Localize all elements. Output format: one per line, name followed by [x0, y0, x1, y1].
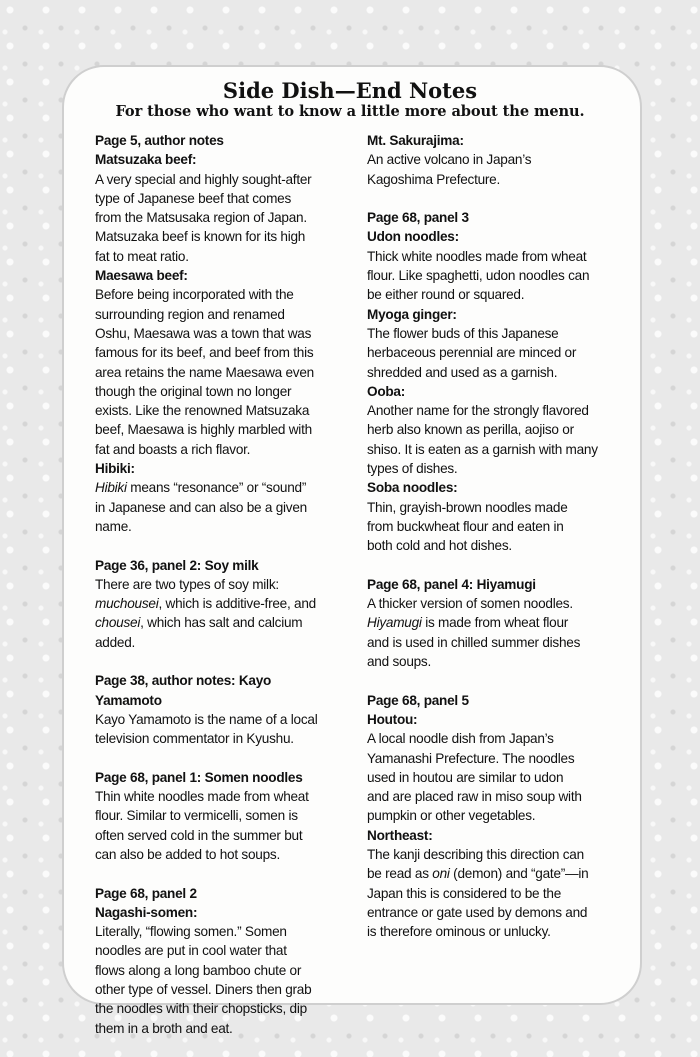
note-text-line: pumpkin or other vegetables.	[367, 808, 536, 824]
note-text-line: Literally, “flowing somen.” Somen	[95, 924, 287, 940]
note-text-line	[95, 594, 365, 613]
note-heading: Udon noodles:	[367, 229, 459, 245]
note-text-line: shredded and used as a garnish.	[367, 364, 558, 380]
note-text-line: flour. Similar to vermicelli, somen is	[95, 808, 298, 824]
note-heading: Myoga ginger:	[367, 306, 457, 322]
note-text-line: and are placed raw in miso soup with	[367, 789, 582, 805]
note-text-line: beef, Maesawa is highly marbled with	[95, 422, 312, 438]
note-section	[95, 884, 365, 1038]
note-text-line: Japan this is considered to be the	[367, 885, 562, 901]
note-text-line: Oshu, Maesawa was a town that was	[95, 325, 312, 341]
note-text-line: fat and boasts a rich flavor.	[95, 441, 251, 457]
note-text-line: surrounding region and renamed	[95, 306, 285, 322]
note-text-line: Kayo Yamamoto is the name of a local	[95, 711, 318, 727]
note-section	[367, 131, 637, 189]
note-text-line: be either round or squared.	[367, 287, 525, 303]
note-text-line: Another name for the strongly flavored	[367, 403, 589, 419]
note-text-line: The flower buds of this Japanese	[367, 325, 559, 341]
note-heading: Yamamoto	[95, 692, 162, 708]
note-section	[367, 691, 637, 942]
note-text-line: flows along a long bamboo chute or	[95, 962, 302, 978]
page-title: Side Dish—End Notes	[222, 78, 478, 103]
note-heading: Page 68, panel 5	[367, 692, 469, 708]
note-text-line: herb also known as perilla, aojiso or	[367, 422, 574, 438]
note-text-line: type of Japanese beef that comes	[95, 190, 292, 206]
note-heading: Soba noodles:	[367, 480, 458, 496]
italic-term: muchousei	[95, 596, 159, 612]
note-text-line: television commentator in Kyushu.	[95, 731, 294, 747]
note-text-line: area retains the name Maesawa even	[95, 364, 314, 380]
note-heading: Page 68, panel 4: Hiyamugi	[367, 576, 536, 592]
note-heading: Nagashi-somen:	[95, 904, 198, 920]
note-text-line: them in a broth and eat.	[95, 1020, 233, 1036]
note-text-line: from the Matsusaka region of Japan.	[95, 210, 307, 226]
note-text-line: Matsuzaka beef is known for its high	[95, 229, 306, 245]
note-section	[95, 671, 365, 748]
note-heading: Northeast:	[367, 827, 433, 843]
note-text-line: exists. Like the renowned Matsuzaka	[95, 403, 310, 419]
text-segment: is made from wheat flour	[421, 615, 569, 631]
note-heading: Hibiki:	[95, 461, 135, 477]
note-text-line: A very special and highly sought-after	[95, 171, 312, 187]
note-heading: Page 36, panel 2: Soy milk	[95, 557, 259, 573]
note-text-line: though the original town no longer	[95, 383, 292, 399]
note-section	[367, 208, 637, 555]
note-text-line: noodles are put in cool water that	[95, 943, 287, 959]
note-heading: Page 68, panel 3	[367, 210, 469, 226]
page-subtitle: For those who want to know a little more about the menu.	[115, 103, 585, 120]
note-text-line: often served cold in the summer but	[95, 827, 303, 843]
note-text-line	[95, 613, 365, 632]
note-text-line	[367, 613, 637, 632]
note-text-line: Yamanashi Prefecture. The noodles	[367, 750, 575, 766]
note-text-line: Kagoshima Prefecture.	[367, 171, 501, 187]
note-text-line: added.	[95, 634, 136, 650]
note-heading: Page 38, author notes: Kayo	[95, 673, 272, 689]
note-text-line	[367, 864, 637, 883]
note-section	[95, 768, 365, 864]
note-text-line: flour. Like spaghetti, udon noodles can	[367, 268, 590, 284]
note-section	[95, 131, 365, 536]
note-heading: Page 5, author notes	[95, 133, 224, 148]
note-section	[95, 556, 365, 652]
note-text-line: name.	[95, 518, 132, 534]
note-text-line: types of dishes.	[367, 461, 458, 477]
text-segment: be read as	[367, 866, 433, 882]
note-text-line: in Japanese and can also be a given	[95, 499, 307, 515]
text-segment: , which is additive-free, and	[158, 596, 316, 612]
note-text-line: Before being incorporated with the	[95, 287, 294, 303]
note-text-line: famous for its beef, and beef from this	[95, 345, 314, 361]
note-text-line: is therefore ominous or unlucky.	[367, 924, 551, 940]
note-text-line: both cold and hot dishes.	[367, 538, 512, 554]
note-text-line: An active volcano in Japan’s	[367, 152, 532, 168]
note-heading: Houtou:	[367, 711, 418, 727]
note-text-line: There are two types of soy milk:	[95, 576, 279, 592]
note-text-line: Thin white noodles made from wheat	[95, 789, 309, 805]
note-heading: Page 68, panel 2	[95, 885, 197, 901]
right-column	[367, 131, 637, 961]
text-segment: means “resonance” or “sound”	[126, 480, 307, 496]
note-text-line: and soups.	[367, 654, 432, 670]
note-text-line: from buckwheat flour and eaten in	[367, 518, 564, 534]
note-text-line: Thick white noodles made from wheat	[367, 248, 587, 264]
note-text-line: can also be added to hot soups.	[95, 846, 280, 862]
note-heading: Maesawa beef:	[95, 268, 188, 284]
note-heading: Ooba:	[367, 383, 406, 399]
note-section	[367, 575, 637, 671]
note-text-line: The kanji describing this direction can	[367, 846, 584, 862]
note-heading: Matsuzaka beef:	[95, 152, 197, 168]
text-segment: , which has salt and calcium	[140, 615, 303, 631]
note-text-line: other type of vessel. Diners then grab	[95, 982, 312, 998]
note-text-line: entrance or gate used by demons and	[367, 904, 588, 920]
note-text-line: used in houtou are similar to udon	[367, 769, 564, 785]
text-segment: (demon) and “gate”—in	[449, 866, 589, 882]
italic-term: oni	[432, 866, 450, 882]
note-text-line: Thin, grayish-brown noodles made	[367, 499, 568, 515]
note-text-line: herbaceous perennial are minced or	[367, 345, 577, 361]
note-text-line: shiso. It is eaten as a garnish with many	[367, 441, 598, 457]
note-text-line: fat to meat ratio.	[95, 248, 189, 264]
italic-term: Hibiki	[95, 480, 127, 496]
left-column	[95, 131, 365, 1057]
note-heading: Mt. Sakurajima:	[367, 133, 464, 148]
note-text-line: A local noodle dish from Japan’s	[367, 731, 554, 747]
note-text-line	[95, 478, 365, 497]
italic-term: Hiyamugi	[367, 615, 422, 631]
note-text-line: the noodles with their chopsticks, dip	[95, 1001, 307, 1017]
italic-term: chousei	[95, 615, 141, 631]
note-text-line: and is used in chilled summer dishes	[367, 634, 581, 650]
note-heading: Page 68, panel 1: Somen noodles	[95, 769, 303, 785]
note-text-line: A thicker version of somen noodles.	[367, 596, 573, 612]
